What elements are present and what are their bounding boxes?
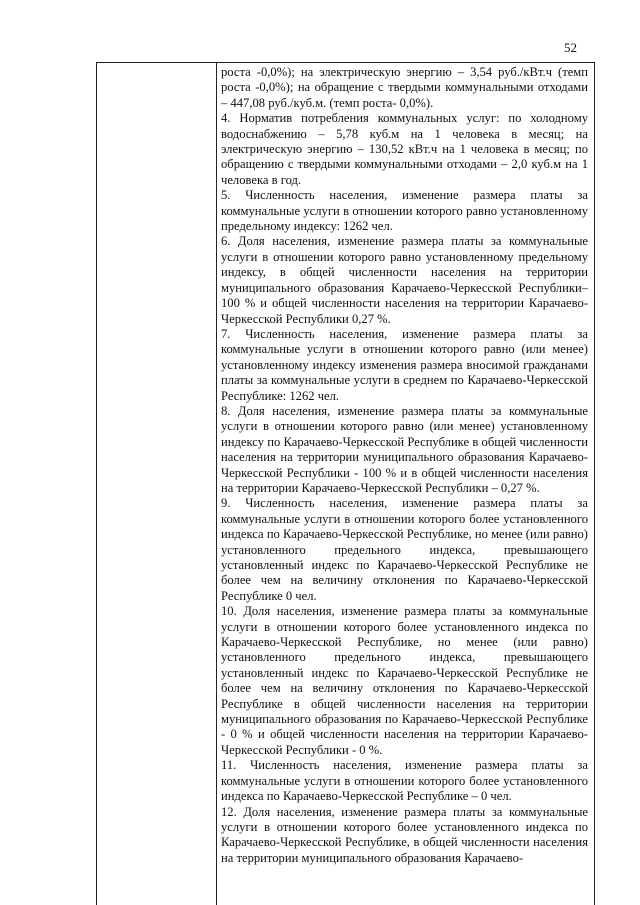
- paragraph-7-population-equal-or-less: 7. Численность населения, изменение размера платы за коммунальные услуги в отношении которого равно (или менее) установленному индексу изменения размера вносимой гражданами платы за коммунальные услуги в среднем по Карачаево-Черкесской Республике: 1262 чел.: [221, 326, 588, 403]
- paragraph-8-share-equal-or-less: 8. Доля населения, изменение размера платы за коммунальные услуги в отношении которого равно (или менее) установленному индексу по Карачаево-Черкесской Республике в общей численности населения на территории муниципального образования Карачаево-Черкесской Республики - 100 % и в общей численности населения на территории Карачаево-Черкесской Республики – 0,27 %.: [221, 403, 588, 495]
- paragraph-tariff-continuation: роста -0,0%); на электрическую энергию – 3,54 руб./кВт.ч (темп роста -0,0%); на обращение с твердыми коммунальными отходами – 447,08 руб./куб.м. (темп роста- 0,0%).: [221, 65, 588, 110]
- table-text-cell: [221, 65, 588, 866]
- paragraph-6-share-equal-limit: 6. Доля населения, изменение размера платы за коммунальные услуги в отношении которого равно установленному предельному индексу, в общей численности населения на территории муниципального образования Карачаево-Черкесской Республики–100 % и общей численности населения на территории Карачаево-Черкесской Республики 0,27 %.: [221, 234, 588, 326]
- paragraph-4-consumption-norms: 4. Норматив потребления коммунальных услуг: по холодному водоснабжению – 5,78 куб.м на 1 человека в месяц; на электрическую энергию – 130,52 кВт.ч на 1 человека в месяц; по обращению с твердыми коммунальными отходами – 2,0 куб.м на 1 человека в год.: [221, 111, 588, 187]
- paragraph-11-population-above-index: 11. Численность населения, изменение размера платы за коммунальные услуги в отношении которого более установленного индекса по Карачаево-Черкесской Республике – 0 чел.: [221, 758, 588, 804]
- document-table: [96, 62, 595, 905]
- paragraph-5-population-equal-limit: 5. Численность населения, изменение размера платы за коммунальные услуги в отношении которого равно установленному предельному индексу: 1262 чел.: [221, 188, 588, 234]
- column-divider: [216, 63, 217, 905]
- page-number: 52: [564, 40, 577, 55]
- paragraph-10-share-within-deviation: 10. Доля населения, изменение размера платы за коммунальные услуги в отношении которого более установленного индекса по Карачаево-Черкесской Республике, но менее (или равно) установленного предельного индекса, превышающего установленный индекс по Карачаево-Черкесской Республике не более чем на величину отклонения по Карачаево-Черкесской Республике в общей численности населения на территории муниципального образования по Карачаево-Черкесской Республике - 0 % и общей численности населения на территории Карачаево-Черкесской Республики - 0 %.: [221, 604, 588, 757]
- paragraph-9-population-within-deviation: 9. Численность населения, изменение размера платы за коммунальные услуги в отношении которого более установленного индекса по Карачаево-Черкесской Республике, но менее (или равно) установленного предельного индекса, превышающего установленный индекс по Карачаево-Черкесской Республике не более чем на величину отклонения по Карачаево-Черкесской Республике 0 чел.: [221, 496, 588, 603]
- paragraph-12-share-above-index: 12. Доля населения, изменение размера платы за коммунальные услуги в отношении которого более установленного индекса по Карачаево-Черкесской Республике, в общей численности населения на территории муниципального образования Карачаево-: [221, 804, 588, 865]
